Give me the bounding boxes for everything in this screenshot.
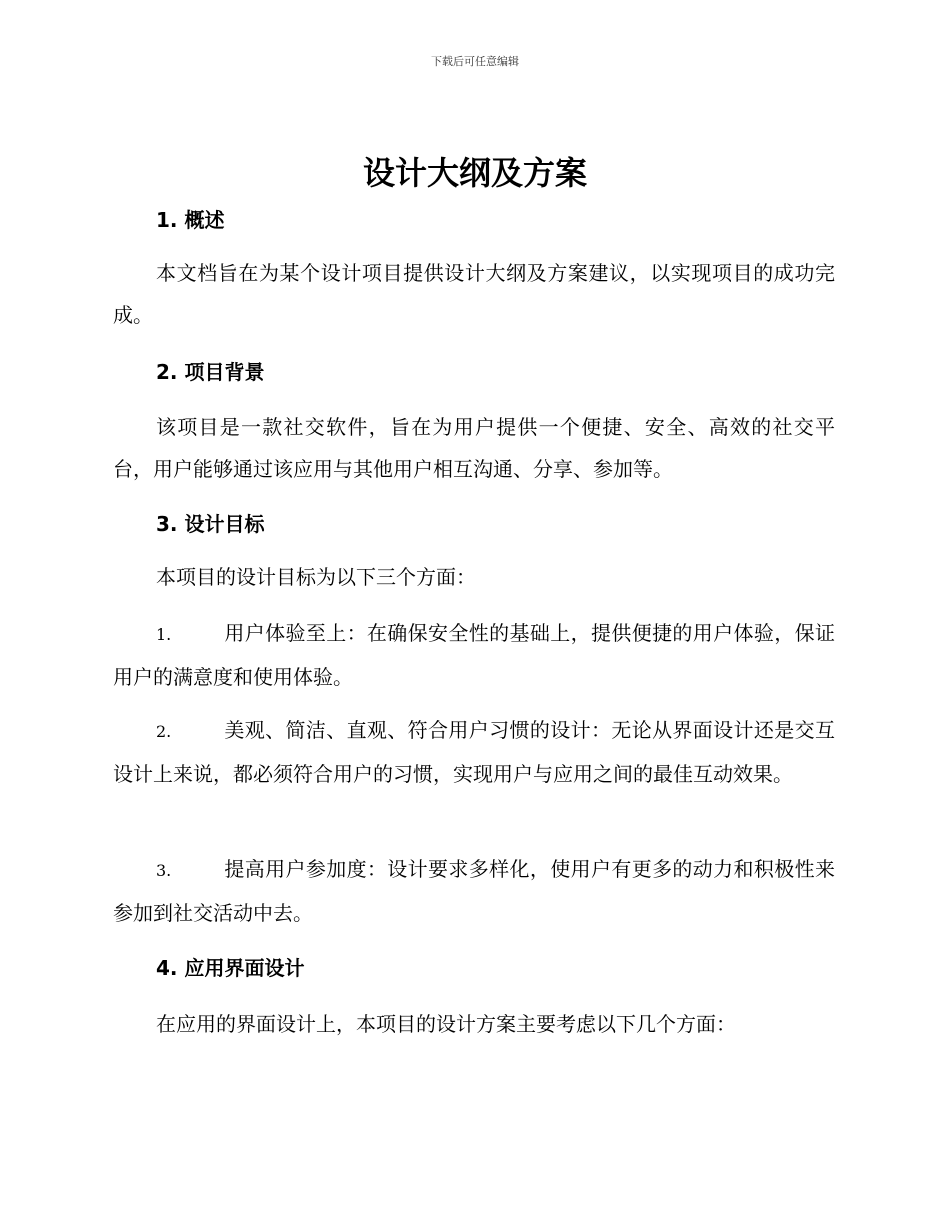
goal-item [113, 612, 835, 698]
goal-item-number: 1. [156, 625, 172, 644]
section-paragraph-background: 该项目是一款社交软件，旨在为用户提供一个便捷、安全、高效的社交平台，用户能够通过该应用与其他用户相互沟通、分享、参加等。 [113, 415, 835, 481]
goal-item [113, 848, 835, 934]
header-note: 下载后可任意编辑 [431, 55, 519, 68]
section-heading-ui-design: 4. 应用界面设计 [156, 956, 305, 980]
goal-item-number: 2. [156, 722, 172, 741]
goal-item-number: 3. [156, 861, 172, 880]
goal-item-text: 用户体验至上：在确保安全性的基础上，提供便捷的用户体验，保证用户的满意度和使用体验。 [113, 621, 835, 689]
section-paragraph-goals: 本项目的设计目标为以下三个方面： [156, 565, 476, 589]
section-paragraph-overview: 本文档旨在为某个设计项目提供设计大纲及方案建议，以实现项目的成功完成。 [113, 261, 835, 327]
section-heading-background: 2. 项目背景 [156, 360, 265, 384]
section-heading-goals: 3. 设计目标 [156, 512, 265, 536]
section-paragraph-ui-design: 在应用的界面设计上，本项目的设计方案主要考虑以下几个方面： [156, 1012, 736, 1036]
document-title: 设计大纲及方案 [362, 154, 587, 192]
goal-item-text: 美观、简洁、直观、符合用户习惯的设计：无论从界面设计还是交互设计上来说，都必须符合用户的习惯，实现用户与应用之间的最佳互动效果。 [113, 718, 835, 786]
goal-item-text: 提高用户参加度：设计要求多样化，使用户有更多的动力和积极性来参加到社交活动中去。 [113, 857, 835, 925]
goal-item [113, 709, 835, 795]
section-heading-overview: 1. 概述 [156, 208, 225, 232]
